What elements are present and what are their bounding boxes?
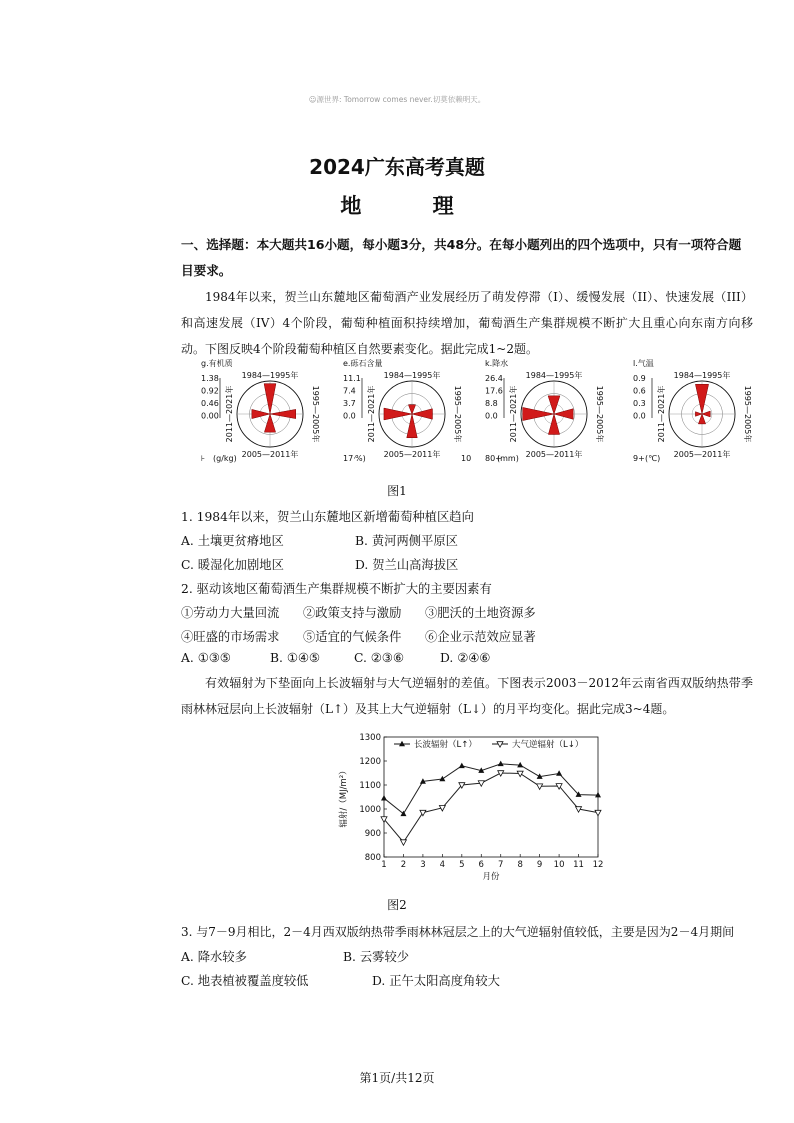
period-left-label: 2011—2021年 xyxy=(657,385,666,443)
rose-tick-label: 0.3 xyxy=(633,399,646,408)
x-tick-label: 12 xyxy=(592,860,604,870)
series-1-point xyxy=(400,811,406,817)
period-top-label: 1984—1995年 xyxy=(673,371,731,380)
rose-tick-label: 7.4 xyxy=(343,386,356,396)
rose-unit: %) xyxy=(355,454,366,463)
question-2-option-a: A. ①③⑤ xyxy=(181,651,231,665)
figure-2-line-chart xyxy=(330,727,610,887)
figure-1-rose-diagrams xyxy=(181,356,761,478)
rose-tick-label: 0.92 xyxy=(201,386,219,396)
question-2-option-b: B. ①④⑤ xyxy=(270,651,320,665)
rose-petal xyxy=(698,414,705,424)
y-tick-label: 1000 xyxy=(359,805,381,815)
rose-tick-label: 0.46 xyxy=(201,399,219,408)
question-3-option-c: C. 地表植被覆盖度较低 xyxy=(181,974,309,988)
rose-petal xyxy=(408,405,415,414)
rose-title: e.砾石含量 xyxy=(343,359,383,368)
rose-petal xyxy=(702,411,710,417)
period-right-label: 1995—2005年 xyxy=(453,385,462,443)
legend-label-1: 长波辐射（L↑） xyxy=(414,740,477,750)
x-tick-label: 7 xyxy=(498,860,504,870)
rose-unit-suffix: 10 xyxy=(461,454,472,463)
period-left-label: 2011—2021年 xyxy=(367,385,376,443)
period-bottom-label: 2005—2011年 xyxy=(525,450,583,459)
subject-title: 地 理 xyxy=(340,194,486,218)
watermark: ☺源世界: Tomorrow comes never.切莫依赖明天。 xyxy=(308,95,486,104)
rose-tick-label: 3.7 xyxy=(343,399,356,408)
rose-tick-label: 0.00 xyxy=(201,411,219,421)
rose-unit: (g/kg) xyxy=(213,454,237,463)
question-3-option-d: D. 正午太阳高度角较大 xyxy=(372,974,500,988)
series-2-point xyxy=(595,810,601,816)
rose-tick-label: 0.0 xyxy=(343,411,356,421)
question-2-item-5: ⑤适宜的气候条件 xyxy=(303,630,402,644)
question-2-item-3: ③肥沃的土地资源多 xyxy=(425,606,536,620)
rose-petal xyxy=(264,384,276,414)
rose-tick-label: 0.0 xyxy=(633,411,646,421)
rose-unit-prefix: 9+ xyxy=(633,454,645,463)
question-2-item-4: ④旺盛的市场需求 xyxy=(181,630,280,644)
x-tick-label: 9 xyxy=(536,860,543,870)
question-1-option-b: B. 黄河两侧平原区 xyxy=(355,534,458,548)
rose-3 xyxy=(485,358,605,463)
period-left-label: 2011—2021年 xyxy=(225,385,234,443)
rose-petal xyxy=(554,409,573,420)
rose-petal xyxy=(695,384,708,414)
series-line-2 xyxy=(384,773,598,842)
x-tick-label: 1 xyxy=(381,860,387,870)
rose-tick-label: 0.0 xyxy=(485,411,498,421)
rose-petal xyxy=(523,407,554,420)
rose-4 xyxy=(633,358,753,463)
series-line-1 xyxy=(384,764,598,814)
question-3-option-a: A. 降水较多 xyxy=(181,950,247,964)
figure-1-caption: 图1 xyxy=(387,484,407,498)
rose-tick-label: 11.1 xyxy=(343,374,361,383)
passage-2: 有效辐射为下垫面向上长波辐射与大气逆辐射的差值。下图表示2003－2012年云南省西双版纳热带季雨林林冠层向上长波辐射（L↑）及其上大气逆辐射（L↓）的月平均变化。据此完成3~4题。 xyxy=(181,676,753,716)
x-tick-label: 2 xyxy=(400,860,407,870)
period-bottom-label: 2005—2011年 xyxy=(383,450,441,459)
question-2-option-c: C. ②③⑥ xyxy=(354,651,404,665)
rose-tick-label: 1.38 xyxy=(201,374,219,383)
period-left-label: 2011—2021年 xyxy=(509,385,518,443)
legend-label-2: 大气逆辐射（L↓） xyxy=(512,740,584,750)
rose-petal xyxy=(252,409,270,418)
rose-petal xyxy=(270,409,296,418)
plot-frame xyxy=(384,737,598,857)
rose-petal xyxy=(384,408,412,420)
figure-2-caption: 图2 xyxy=(387,898,407,912)
rose-tick-label: 26.4 xyxy=(485,374,503,383)
rose-tick-label: 17.6 xyxy=(485,386,503,396)
x-tick-label: 10 xyxy=(553,860,565,870)
question-2-option-d: D. ②④⑥ xyxy=(440,651,491,665)
rose-tick-label: 0.9 xyxy=(633,374,646,383)
question-1-option-c: C. 暖湿化加剧地区 xyxy=(181,558,284,572)
period-top-label: 1984—1995年 xyxy=(241,371,299,380)
rose-petal xyxy=(407,414,418,438)
section-heading: 一、选择题：本大题共16小题，每小题3分，共48分。在每小题列出的四个选项中，只有一项符合题目要求。 xyxy=(181,237,742,278)
series-1-point xyxy=(459,763,465,769)
rose-unit: (℃) xyxy=(645,454,661,463)
question-2-item-6: ⑥企业示范效应显著 xyxy=(425,630,536,644)
y-axis-label: 辐射/（MJ/m²） xyxy=(339,766,349,828)
rose-tick-label: 0.6 xyxy=(633,386,646,396)
series-1-point xyxy=(556,770,562,776)
rose-petal xyxy=(695,412,702,417)
x-tick-label: 6 xyxy=(478,860,484,870)
question-2-item-2: ②政策支持与激励 xyxy=(303,606,402,620)
rose-2 xyxy=(343,358,471,463)
series-2-point xyxy=(400,840,406,846)
period-right-label: 1995—2005年 xyxy=(311,385,320,443)
y-tick-label: 800 xyxy=(364,853,381,863)
y-tick-label: 1300 xyxy=(359,733,381,743)
period-bottom-label: 2005—2011年 xyxy=(673,450,731,459)
rose-unit: (mm) xyxy=(497,454,519,463)
passage-1: 1984年以来，贺兰山东麓地区葡萄酒产业发展经历了萌发停滞（I）、缓慢发展（II）、快速发展（III）和高速发展（IV）4个阶段，葡萄种植面积持续增加，葡萄酒生产集群规模不断扩大且重心向东南方向移动。下图反映4个阶段葡萄种植区自然要素变化。据此完成1~2题。 xyxy=(181,290,753,356)
period-top-label: 1984—1995年 xyxy=(383,371,441,380)
x-tick-label: 11 xyxy=(573,860,584,870)
question-2-stem: 2. 驱动该地区葡萄酒生产集群规模不断扩大的主要因素有 xyxy=(181,582,492,596)
rose-petal xyxy=(412,409,432,420)
series-1-point xyxy=(439,776,445,782)
rose-title: l.气温 xyxy=(633,359,654,368)
x-axis-label: 月份 xyxy=(482,872,500,882)
series-2-point xyxy=(517,771,523,777)
x-tick-label: 4 xyxy=(439,860,446,870)
rose-unit-prefix: 80+ xyxy=(485,454,502,463)
question-3-option-b: B. 云雾较少 xyxy=(343,950,410,964)
question-2-item-1: ①劳动力大量回流 xyxy=(181,606,280,620)
rose-unit-prefix: ⊦ xyxy=(201,454,206,463)
period-right-label: 1995—2005年 xyxy=(743,385,752,443)
question-1-option-a: A. 土壤更贫瘠地区 xyxy=(181,534,284,548)
y-tick-label: 1100 xyxy=(359,781,381,791)
period-bottom-label: 2005—2011年 xyxy=(241,450,299,459)
question-1-stem: 1. 1984年以来，贺兰山东麓地区新增葡萄种植区趋向 xyxy=(181,510,474,524)
period-top-label: 1984—1995年 xyxy=(525,371,583,380)
x-tick-label: 5 xyxy=(459,860,465,870)
x-tick-label: 8 xyxy=(517,860,523,870)
page-number: 第1页/共12页 xyxy=(359,1071,435,1085)
period-right-label: 1995—2005年 xyxy=(595,385,604,443)
rose-1 xyxy=(201,358,321,463)
rose-title: g.有机质 xyxy=(201,359,233,368)
rose-unit-prefix: 17· xyxy=(343,454,356,463)
x-tick-label: 3 xyxy=(420,860,426,870)
question-3-stem: 3. 与7－9月相比，2－4月西双版纳热带季雨林林冠层之上的大气逆辐射值较低，主要是因为2－4月期间 xyxy=(181,925,735,939)
page-title: 2024广东高考真题 xyxy=(309,155,485,179)
y-tick-label: 1200 xyxy=(359,757,381,767)
y-tick-label: 900 xyxy=(364,829,381,839)
rose-petal xyxy=(548,414,559,434)
rose-title: k.降水 xyxy=(485,359,509,368)
rose-tick-label: 8.8 xyxy=(485,399,498,408)
question-1-option-d: D. 贺兰山高海拔区 xyxy=(355,558,459,572)
series-1-point xyxy=(498,761,504,767)
series-1-point xyxy=(381,795,387,801)
